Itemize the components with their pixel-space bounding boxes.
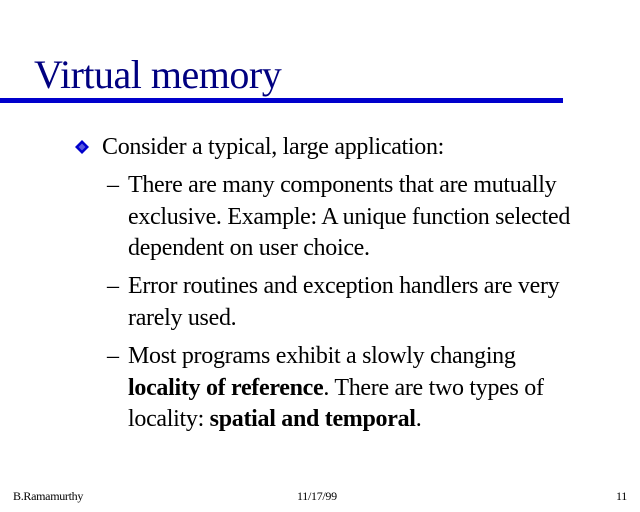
sub-item-line: exclusive. Example: A unique function selected [128, 203, 571, 230]
sub-item-text: . [415, 406, 422, 432]
bullet-text: Consider a typical, large application: [102, 134, 445, 160]
sub-item-line: rarely used. [128, 304, 237, 331]
sub-item-line: Error routines and exception handlers are very [128, 273, 560, 299]
slide-title: Virtual memory [34, 52, 282, 97]
footer-date: 11/17/99 [297, 489, 337, 503]
footer-page-number: 11 [616, 489, 627, 503]
bold-term-locality-of-reference: locality of reference [128, 374, 324, 401]
sub-item-text: . There are two types of [323, 374, 544, 401]
sub-item-line: dependent on user choice. [128, 235, 370, 261]
footer-author: B.Ramamurthy [13, 489, 84, 503]
sub-item-line [107, 373, 627, 405]
sub-item-error-routines [107, 271, 627, 334]
sub-item-line: There are many components that are mutually [128, 172, 557, 198]
title-underline [0, 98, 563, 103]
dash-marker: – [107, 343, 119, 369]
sub-item-text: locality: [128, 406, 210, 432]
sub-item-line: Most programs exhibit a slowly changing [128, 343, 516, 369]
sub-item-components [107, 170, 627, 265]
bold-term-spatial-temporal: spatial and temporal [209, 406, 416, 432]
sub-item-line [107, 404, 627, 436]
sub-item-locality [107, 341, 627, 436]
dash-marker: – [107, 273, 119, 299]
dash-marker: – [107, 172, 119, 198]
diamond-bullet-icon [75, 140, 89, 154]
